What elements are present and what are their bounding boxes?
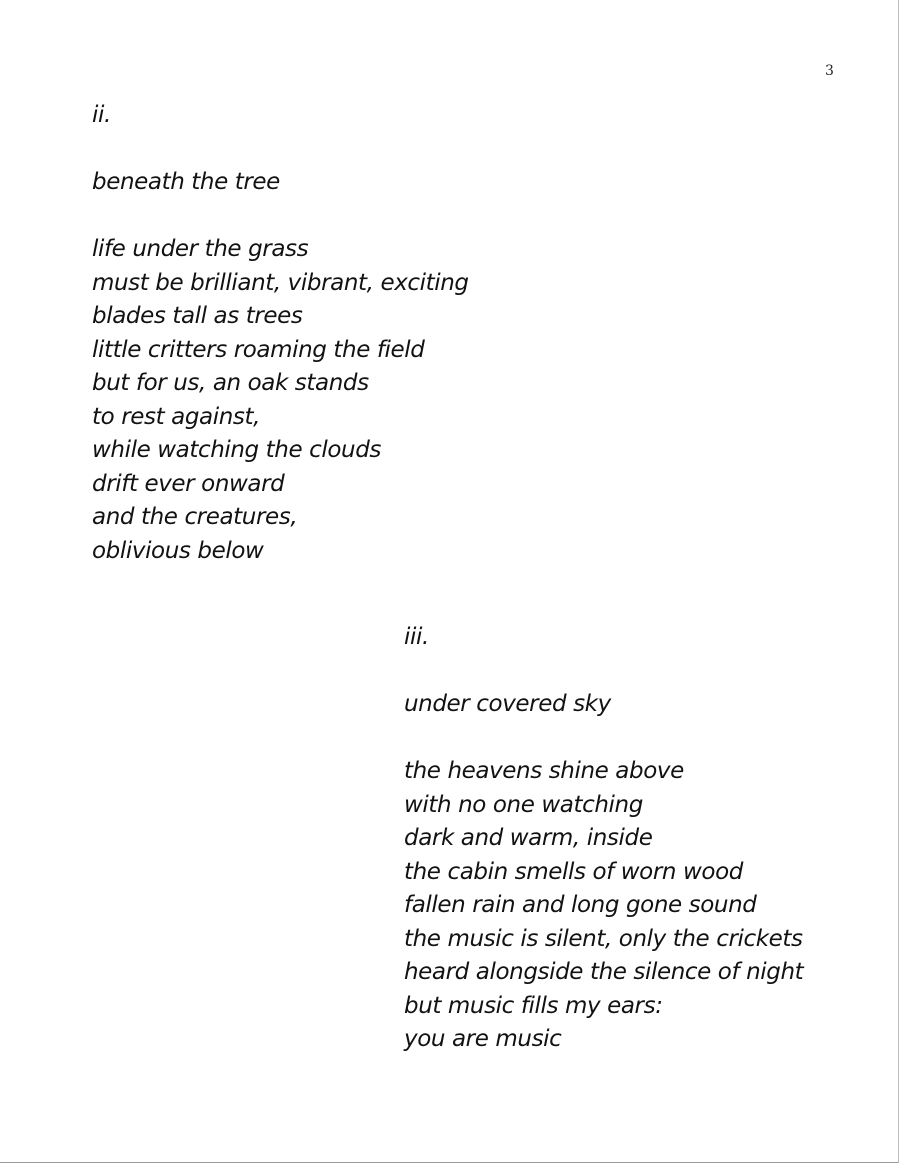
poem-numeral: iii. bbox=[404, 624, 429, 650]
poem-line: but music fills my ears: bbox=[404, 992, 663, 1019]
poem-line: the heavens shine above bbox=[404, 758, 684, 784]
poem-line: blades tall as trees bbox=[92, 303, 303, 329]
poem-lines bbox=[92, 233, 469, 568]
poem-line: must be brilliant, vibrant, exciting bbox=[92, 269, 469, 296]
poem-line: little critters roaming the field bbox=[92, 336, 425, 363]
poem-line: life under the grass bbox=[92, 236, 309, 262]
poem-line: the cabin smells of worn wood bbox=[404, 858, 743, 885]
poem-line: and the creatures, bbox=[92, 504, 298, 530]
poem-line: the music is silent, only the crickets bbox=[404, 925, 803, 952]
poem-line: heard alongside the silence of night bbox=[404, 959, 804, 985]
poem-numeral: ii. bbox=[92, 102, 111, 128]
poem-line: but for us, an oak stands bbox=[92, 370, 369, 396]
poem-line: you are music bbox=[404, 1026, 562, 1052]
poem-ii bbox=[92, 99, 469, 568]
poem-iii bbox=[404, 621, 803, 1057]
poem-line: with no one watching bbox=[404, 791, 643, 818]
poem-line: while watching the clouds bbox=[92, 437, 381, 463]
page-number: 3 bbox=[825, 63, 834, 79]
poem-line: drift ever onward bbox=[92, 470, 285, 497]
poem-line: to rest against, bbox=[92, 403, 260, 430]
poem-line: fallen rain and long gone sound bbox=[404, 892, 757, 918]
poem-title: under covered sky bbox=[404, 691, 611, 717]
poem-lines bbox=[404, 755, 803, 1057]
poem-line: oblivious below bbox=[92, 537, 264, 564]
poem-title: beneath the tree bbox=[92, 169, 280, 195]
poem-line: dark and warm, inside bbox=[404, 825, 653, 851]
